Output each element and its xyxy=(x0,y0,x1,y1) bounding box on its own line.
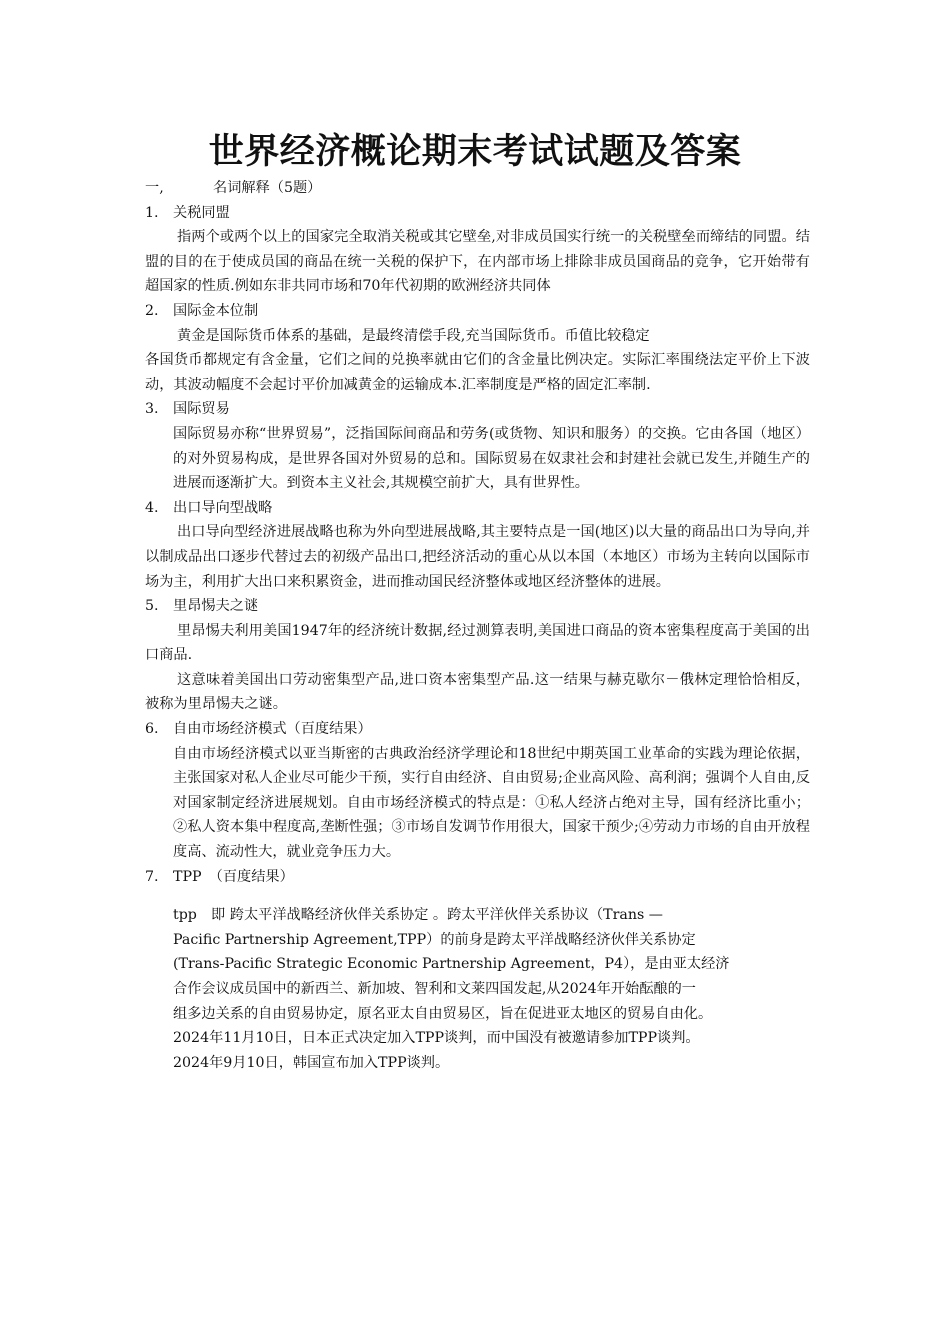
section-heading-1 xyxy=(145,201,810,226)
tpp-text-line: Pacific Partnership Agreement,TPP）的前身是跨太平洋战略经济伙伴关系协定 xyxy=(173,931,696,948)
section-title: 自由市场经济模式（百度结果） xyxy=(173,721,372,738)
section-paragraph: 各国货币都规定有含金量，它们之间的兑换率就由它们的含金量比例决定。实际汇率围绕法定平价上下波动，其波动幅度不会起讨平价加减黄金的运输成本.汇率制度是严格的固定汇率制. xyxy=(145,352,810,393)
section-number: 7. xyxy=(145,868,159,885)
part-label: 名词解释（5题） xyxy=(213,180,322,196)
section-title: 关税同盟 xyxy=(173,204,230,221)
section-title: 国际贸易 xyxy=(173,401,230,418)
section-spacer xyxy=(145,889,810,903)
section-number: 6. xyxy=(145,721,159,738)
section-title: 里昂惕夫之谜 xyxy=(173,598,259,615)
section-heading-7 xyxy=(145,865,810,890)
section-paragraph: 国际贸易亦称“世界贸易”，泛指国际间商品和劳务(或货物、知识和服务）的交换。它由各国（地区）的对外贸易构成，是世界各国对外贸易的总和。国际贸易在奴隶社会和封建社会就已发生,并随生产的进展而逐渐扩大。到资本主义社会,其规模空前扩大，具有世界性。 xyxy=(173,425,810,492)
section-number: 1. xyxy=(145,204,159,221)
section-number: 4. xyxy=(145,499,159,516)
section-heading-6 xyxy=(145,717,810,742)
tpp-text-line: (Trans-Pacific Strategic Economic Partnership Agreement，P4），是由亚太经济 xyxy=(173,956,730,973)
tpp-text-line: 合作会议成员国中的新西兰、新加坡、智利和文莱四国发起,从2024年开始酝酿的一 xyxy=(173,981,696,997)
tpp-text-line: 组多边关系的自由贸易协定，原名亚太自由贸易区，旨在促进亚太地区的贸易自由化。 xyxy=(173,1005,713,1022)
section-heading-3 xyxy=(145,397,810,422)
part-heading xyxy=(145,176,810,201)
section-heading-4 xyxy=(145,496,810,521)
section-heading-5 xyxy=(145,594,810,619)
tpp-text-line: 2024年9月10日，韩国宣布加入TPP谈判。 xyxy=(173,1054,450,1071)
section-number: 5. xyxy=(145,598,159,615)
section-title: TPP （百度结果） xyxy=(173,868,294,885)
tpp-text-line: 2024年11月10日，日本正式决定加入TPP谈判，而中国没有被邀请参加TPP谈判。 xyxy=(173,1030,700,1047)
section-paragraph: 自由市场经济模式以亚当斯密的古典政治经济学理论和18世纪中期英国工业革命的实践为理论依据，主张国家对私人企业尽可能少干预，实行自由经济、自由贸易;企业高风险、高利润；强调个人自由,反对国家制定经济进展规划。自由市场经济模式的特点是：①私人经济占绝对主导，国有经济比重小；②私人资本集中程度高,垄断性强；③市场自发调节作用很大，国家干预少;④劳动力市场的自由开放程度高、流动性大，就业竞争压力大。 xyxy=(173,745,810,861)
page-title: 世界经济概论期末考试试题及答案 xyxy=(208,131,742,172)
section-paragraph: 黄金是国际货币体系的基础，是最终清偿手段,充当国际货币。币值比较稳定 xyxy=(177,327,650,344)
section-paragraph: 这意味着美国出口劳动密集型产品,进口资本密集型产品.这一结果与赫克歇尔－俄林定理恰恰相反，被称为里昂惕夫之谜。 xyxy=(145,671,810,713)
section-heading-2 xyxy=(145,299,810,324)
tpp-text-line: tpp 即 跨太平洋战略经济伙伴关系协定 。跨太平洋伙伴关系协议（Trans — xyxy=(173,907,663,924)
part-number: 一, xyxy=(145,180,164,196)
section-paragraph: 指两个或两个以上的国家完全取消关税或其它壁垒,对非成员国实行统一的关税壁垒而缔结的同盟。结盟的目的在于使成员国的商品在统一关税的保护下，在内部市场上排除非成员国商品的竞争，它开始带有超国家的性质.例如东非共同市场和70年代初期的欧洲经济共同体 xyxy=(145,229,810,295)
section-title: 出口导向型战略 xyxy=(173,499,273,516)
section-number: 2. xyxy=(145,302,159,319)
section-paragraph: 里昂惕夫利用美国1947年的经济统计数据,经过测算表明,美国进口商品的资本密集程度高于美国的出口商品. xyxy=(145,622,810,664)
document-body xyxy=(145,176,810,1075)
section-number: 3. xyxy=(145,401,159,418)
section-title: 国际金本位制 xyxy=(173,302,259,319)
section-paragraph: 出口导向型经济进展战略也称为外向型进展战略,其主要特点是一国(地区)以大量的商品出口为导向,并以制成品出口逐步代替过去的初级产品出口,把经济活动的重心从以本国（本地区）市场为主转向以国际市场为主，利用扩大出口来积累资金，进而推动国民经济整体或地区经济整体的进展。 xyxy=(145,524,810,590)
